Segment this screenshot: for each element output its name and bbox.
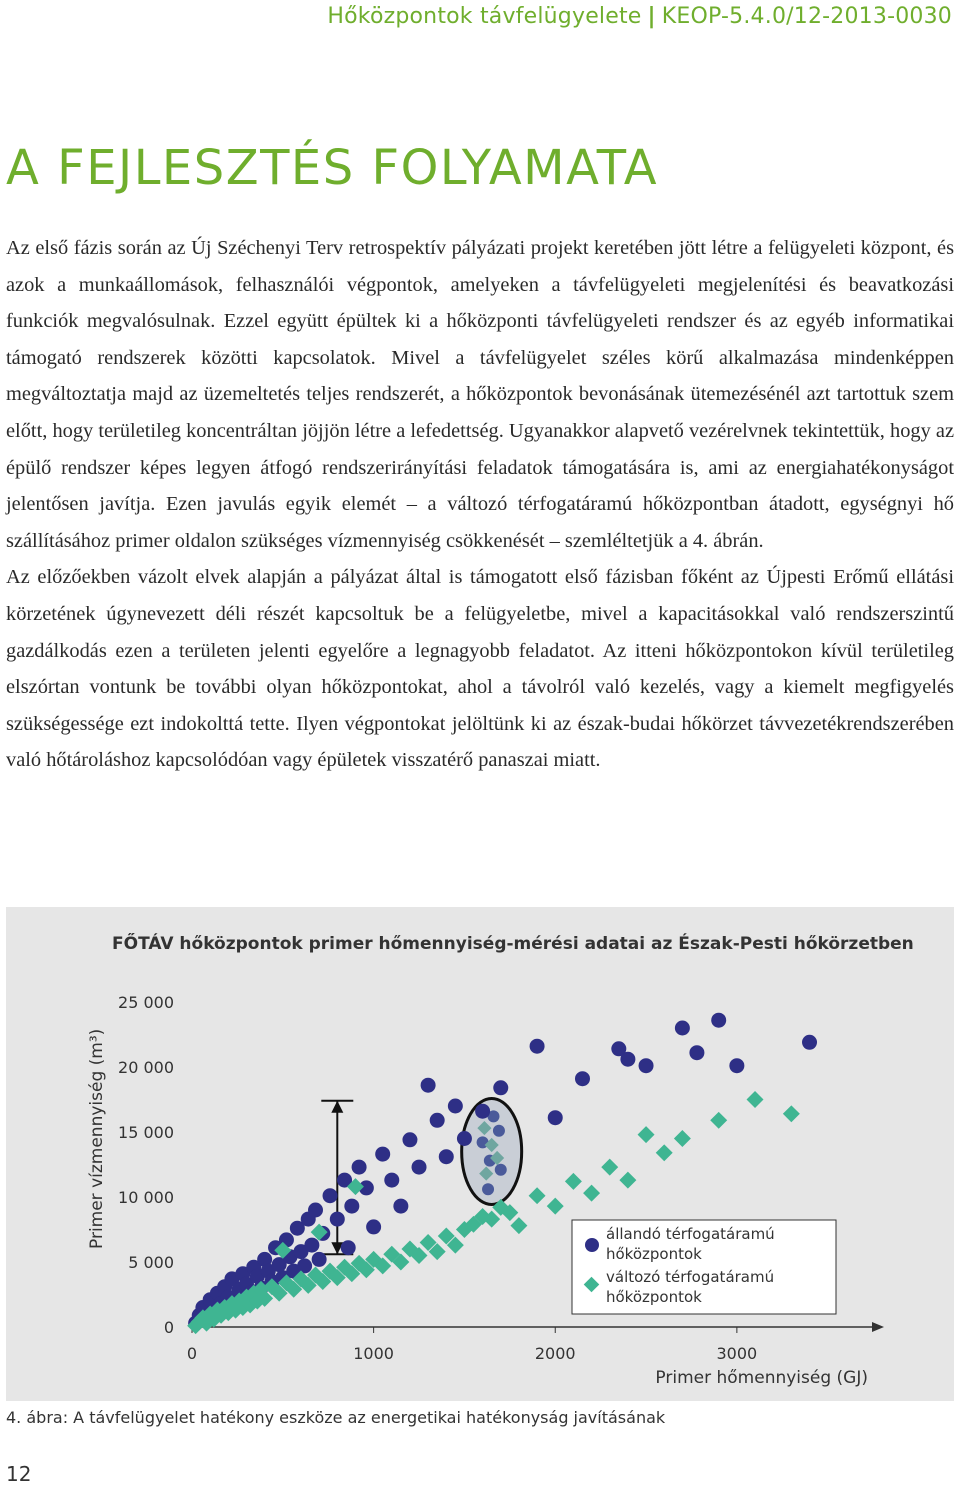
data-point-constant-flow bbox=[575, 1071, 590, 1086]
y-axis-label: Primer vízmennyiség (m³) bbox=[87, 1028, 107, 1249]
data-point-constant-flow bbox=[802, 1035, 817, 1050]
data-point-variable-flow bbox=[674, 1130, 691, 1147]
data-point-constant-flow bbox=[689, 1045, 704, 1060]
header-title: Hőközpontok távfelügyelete bbox=[327, 4, 642, 29]
data-point-variable-flow bbox=[547, 1198, 564, 1215]
body-text bbox=[6, 230, 954, 779]
legend-circle-icon bbox=[585, 1238, 599, 1252]
legend-label-line: állandó térfogatáramú bbox=[606, 1225, 775, 1243]
data-point-constant-flow bbox=[402, 1132, 417, 1147]
data-point-constant-flow bbox=[620, 1052, 635, 1067]
data-point-constant-flow bbox=[430, 1113, 445, 1128]
legend-label-line: változó térfogatáramú bbox=[606, 1268, 775, 1286]
data-point-constant-flow bbox=[421, 1078, 436, 1093]
chart-annotations bbox=[321, 1099, 521, 1255]
page-number: 12 bbox=[6, 1462, 32, 1486]
data-point-variable-flow bbox=[529, 1187, 546, 1204]
cluster-point bbox=[482, 1183, 494, 1195]
data-point-variable-flow bbox=[710, 1112, 727, 1129]
x-axis-label: Primer hőmennyiség (GJ) bbox=[655, 1368, 868, 1388]
data-point-constant-flow bbox=[639, 1058, 654, 1073]
data-point-constant-flow bbox=[323, 1188, 338, 1203]
header-project-code: KEOP-5.4.0/12-2013-0030 bbox=[661, 4, 952, 29]
figure-frame bbox=[6, 907, 954, 1401]
data-point-constant-flow bbox=[330, 1212, 345, 1227]
data-point-constant-flow bbox=[344, 1199, 359, 1214]
header-separator: | bbox=[647, 4, 656, 29]
data-point-constant-flow bbox=[312, 1252, 327, 1267]
paragraph-1: Az első fázis során az Új Széchenyi Terv retrospektív pályázati projekt keretében jött létre a felügyeleti központ, és azok a munkaállomások, felhasználói végpontok, amelyeken a távfelügyeleti megjelenítési és beavatkozási funkciók megvalósulnak. Ezzel együtt épültek ki a hőközponti távfelügyeleti rendszer és az egyéb informatikai támogató rendszerek közötti kapcsolatok. Mivel a távfelügyelet széles körű alkalmazása mindenképpen megváltoztatja majd az üzemeltetés teljes rendszerét, a hőközpontok bevonásának ütemezésénél azt tartottuk szem előtt, hogy területileg koncentráltan jöjjön létre a lefedettség. Ugyanakkor alapvető vezérelvnek tekintettük, hogy az épülő rendszer képes legyen átfogó rendszerirányítási feladatok támogatására is, ami az energiahatékonyságot jelentősen javítja. Ezen javulás egyik elemét – a változó térfogatáramú hőközpontban átadott, egységnyi hő szállításához primer oldalon szükséges vízmennyiség csökkenését – szemléltetjük a 4. ábrán. bbox=[6, 237, 954, 552]
data-point-variable-flow bbox=[510, 1217, 527, 1234]
data-point-constant-flow bbox=[457, 1131, 472, 1146]
scatter-chart bbox=[6, 907, 954, 1401]
data-point-constant-flow bbox=[475, 1104, 490, 1119]
y-tick-label: 15 000 bbox=[118, 1123, 174, 1142]
data-point-constant-flow bbox=[711, 1013, 726, 1028]
data-point-variable-flow bbox=[747, 1091, 764, 1108]
y-tick-label: 20 000 bbox=[118, 1058, 174, 1077]
x-axis-arrow-icon bbox=[872, 1322, 884, 1332]
data-point-constant-flow bbox=[412, 1160, 427, 1175]
data-point-variable-flow bbox=[583, 1185, 600, 1202]
x-tick-label: 3000 bbox=[716, 1344, 758, 1363]
y-tick-label: 25 000 bbox=[118, 993, 174, 1012]
data-point-constant-flow bbox=[297, 1258, 312, 1273]
x-tick-label: 2000 bbox=[534, 1344, 576, 1363]
x-tick-label: 0 bbox=[186, 1344, 198, 1363]
data-point-constant-flow bbox=[352, 1160, 367, 1175]
paragraph-2: Az előzőekben vázolt elvek alapján a pályázat által is támogatott első fázisban főként az Újpesti Erőmű ellátási körzetének úgynevezett déli részét kapcsoltuk be a felügyeletbe, mivel a kapacitásokkal való rendszerszintű gazdálkodás ezen a területen jelenti egyelőre a legnagyobb feladatot. Az itteni hőközpontokon kívül területileg elszórtan vontunk be további olyan hőközpontokat, ahol a távolról való kezelés, vagy a kiemelt megfigyelés szükségessége ezt indokolttá tette. Ilyen végpontokat jelöltünk ki az észak-budai hőkörzet távvezetékrendszerében való hőtároláshoz kapcsolódóan vagy épületek visszatérő panaszai miatt. bbox=[6, 566, 954, 772]
data-point-constant-flow bbox=[341, 1240, 356, 1255]
data-point-constant-flow bbox=[393, 1199, 408, 1214]
page-header bbox=[327, 4, 952, 29]
data-point-constant-flow bbox=[675, 1021, 690, 1036]
chart-legend bbox=[572, 1220, 836, 1314]
data-point-variable-flow bbox=[638, 1126, 655, 1143]
data-point-constant-flow bbox=[375, 1147, 390, 1162]
cluster-point bbox=[493, 1125, 505, 1137]
data-point-constant-flow bbox=[304, 1238, 319, 1253]
section-title: A FEJLESZTÉS FOLYAMATA bbox=[6, 140, 659, 196]
data-point-variable-flow bbox=[619, 1172, 636, 1189]
data-point-constant-flow bbox=[493, 1080, 508, 1095]
chart-title: FŐTÁV hőközpontok primer hőmennyiség-mérési adatai az Észak-Pesti hőkörzetben bbox=[112, 934, 914, 954]
data-point-variable-flow bbox=[565, 1173, 582, 1190]
data-point-constant-flow bbox=[530, 1039, 545, 1054]
x-tick-label: 1000 bbox=[353, 1344, 394, 1363]
figure-caption: 4. ábra: A távfelügyelet hatékony eszköze az energetikai hatékonyság javításának bbox=[6, 1408, 666, 1427]
legend-label-line: hőközpontok bbox=[606, 1288, 702, 1306]
data-point-constant-flow bbox=[448, 1099, 463, 1114]
data-point-constant-flow bbox=[366, 1219, 381, 1234]
arrow-up-icon bbox=[331, 1101, 343, 1113]
data-point-constant-flow bbox=[439, 1149, 454, 1164]
data-point-variable-flow bbox=[656, 1144, 673, 1161]
data-point-variable-flow bbox=[601, 1159, 618, 1176]
data-point-constant-flow bbox=[729, 1058, 744, 1073]
y-tick-label: 0 bbox=[163, 1318, 174, 1337]
cluster-point bbox=[495, 1164, 507, 1176]
data-point-constant-flow bbox=[548, 1110, 563, 1125]
data-point-variable-flow bbox=[783, 1105, 800, 1122]
data-point-constant-flow bbox=[308, 1203, 323, 1218]
data-point-constant-flow bbox=[384, 1173, 399, 1188]
y-tick-label: 5 000 bbox=[128, 1253, 174, 1272]
y-tick-label: 10 000 bbox=[118, 1188, 174, 1207]
legend-label-line: hőközpontok bbox=[606, 1245, 702, 1263]
